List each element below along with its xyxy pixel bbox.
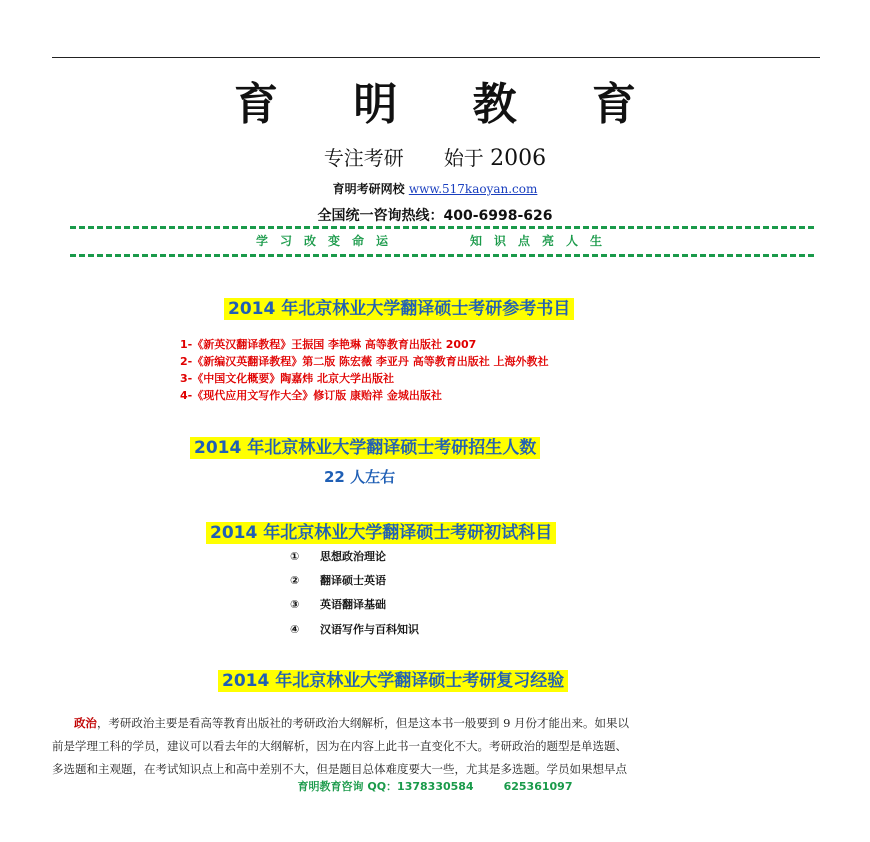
footer-qq-1: 1378330584 (397, 780, 474, 793)
exam-title: 2014 年北京林业大学翻译硕士考研初试科目 (206, 522, 556, 544)
subject-number: ④ (290, 623, 300, 636)
dashed-divider-bottom (70, 254, 814, 257)
book-item: 2-《新编汉英翻译教程》第二版 陈宏薇 李亚丹 高等教育出版社 上海外教社 (180, 355, 549, 368)
hotline: 全国统一咨询热线：400-6998-626 (317, 208, 553, 224)
experience-title: 2014 年北京林业大学翻译硕士考研复习经验 (218, 670, 568, 692)
footer-qq-2: 625361097 (503, 780, 573, 793)
motto-right: 知识点亮人生 (470, 234, 615, 248)
exam-subject-item (290, 572, 386, 588)
exam-subject-item (290, 548, 386, 564)
netschool-link[interactable]: www.517kaoyan.com (408, 182, 538, 196)
brand-title: 育 明 教 育 (234, 79, 666, 130)
slogan-focus: 专注考研 (323, 146, 404, 170)
exam-subject-item (290, 621, 419, 637)
subject-name: 思想政治理论 (320, 550, 386, 563)
enrollment-title: 2014 年北京林业大学翻译硕士考研招生人数 (190, 437, 540, 459)
paragraph-line-1 (52, 712, 822, 735)
subject-name: 汉语写作与百科知识 (320, 623, 419, 636)
slogan-since: 始于 (443, 146, 484, 170)
subject-number: ① (290, 550, 300, 563)
subject-name: 英语翻译基础 (320, 598, 386, 611)
books-title: 2014 年北京林业大学翻译硕士考研参考书目 (224, 298, 574, 320)
paragraph-line-2: 前是学理工科的学员，建议可以看去年的大纲解析，因为在内容上此书一直变化不大。考研政治的题型是单选题、 (52, 739, 627, 753)
paragraph-text-1: ，考研政治主要是看高等教育出版社的考研政治大纲解析，但是这本书一般要到 9 月份才能出来。如果以 (96, 716, 630, 730)
subject-name: 翻译硕士英语 (320, 574, 386, 587)
enrollment-heading (190, 433, 540, 458)
paragraph-line-3: 多选题和主观题，在考试知识点上和高中差别不大，但是题目总体难度要大一些，尤其是多选题。学员如果想早点 (52, 762, 627, 776)
experience-paragraph (52, 712, 822, 781)
subject-number: ② (290, 574, 300, 587)
book-item: 1-《新英汉翻译教程》王振国 李艳琳 高等教育出版社 2007 (180, 338, 477, 351)
top-rule (52, 57, 820, 58)
slogan-year: 2006 (490, 146, 547, 171)
slogan (0, 142, 870, 171)
books-heading (224, 294, 574, 319)
exam-subject-item (290, 596, 386, 612)
footer-contact (0, 778, 870, 794)
netschool-label: 育明考研网校 (332, 182, 405, 196)
book-list (180, 336, 549, 404)
experience-heading (218, 666, 568, 691)
motto-left: 学习改变命运 (255, 234, 400, 248)
footer-label: 育明教育咨询 QQ： (297, 780, 398, 793)
paragraph-lead: 政治 (73, 716, 97, 730)
dashed-divider-top (70, 226, 814, 229)
book-item: 3-《中国文化概要》陶嘉炜 北京大学出版社 (180, 372, 395, 385)
exam-heading (206, 518, 556, 543)
motto (0, 232, 870, 249)
subject-number: ③ (290, 598, 300, 611)
netschool-line (0, 180, 870, 197)
book-item: 4-《现代应用文写作大全》修订版 康贻祥 金城出版社 (180, 389, 442, 402)
enrollment-value: 22 人左右 (324, 468, 396, 486)
